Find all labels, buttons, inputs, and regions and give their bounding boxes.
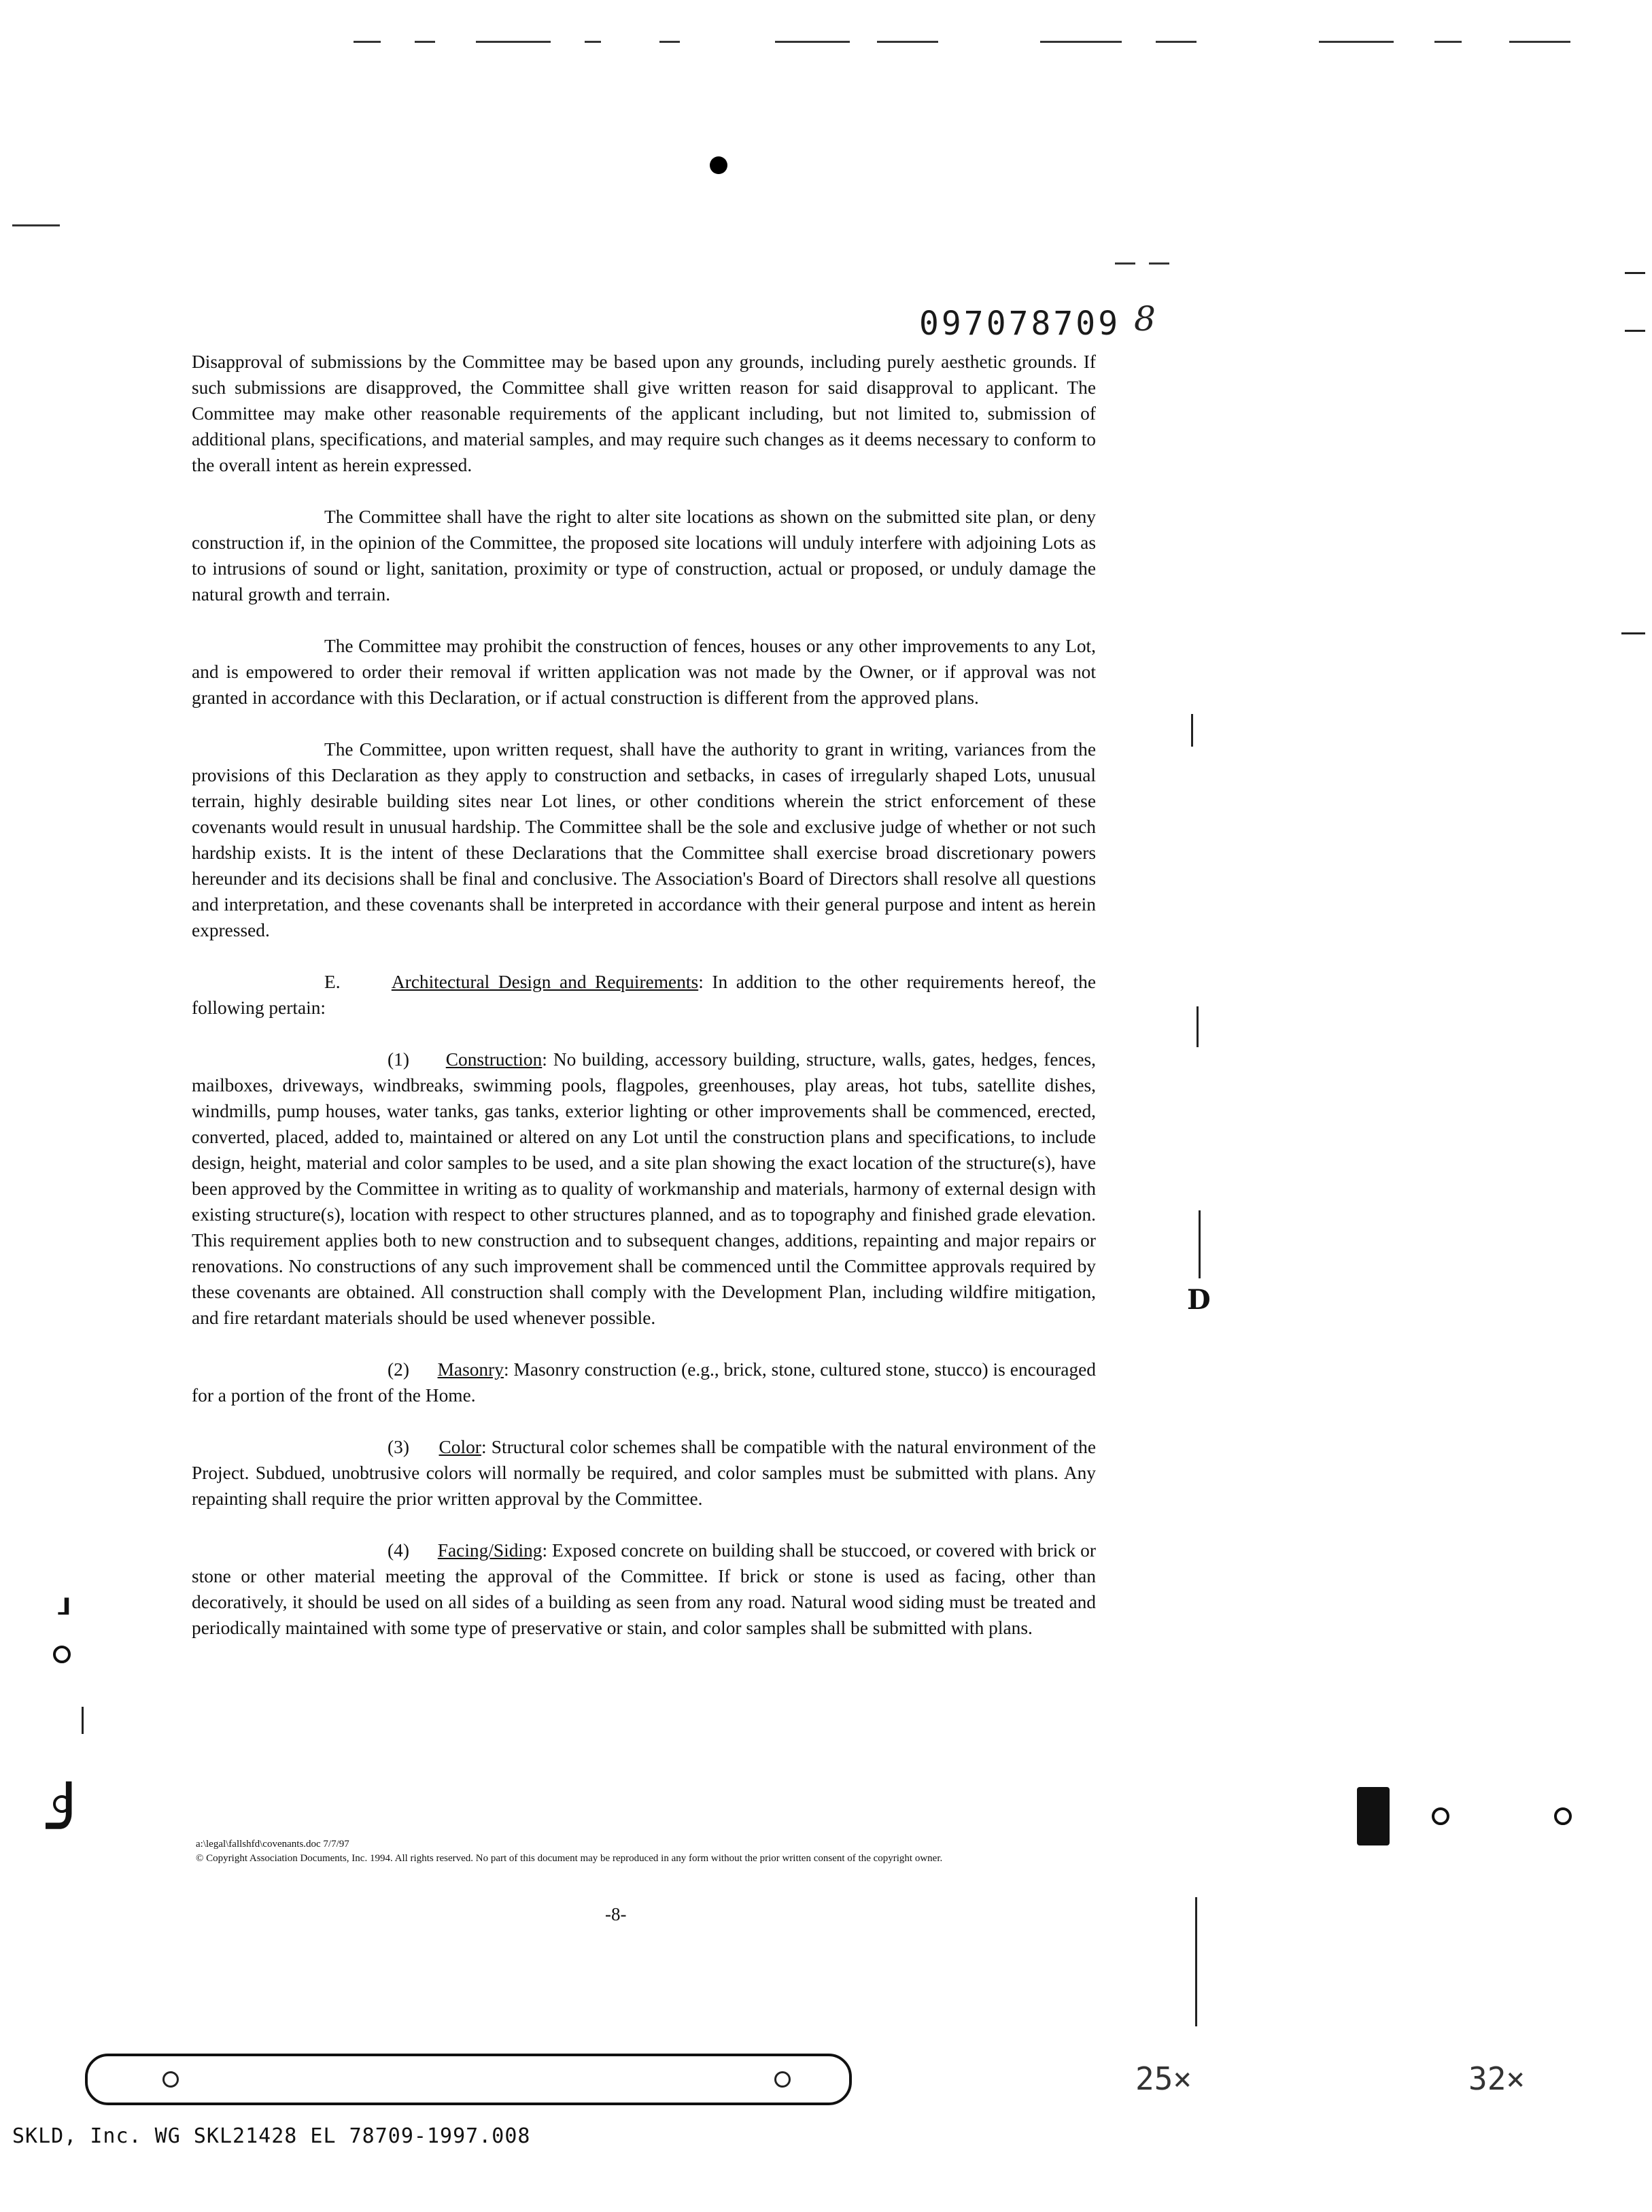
bar-hole [162, 2071, 179, 2088]
item-number: (3) [388, 1437, 409, 1457]
item-text: : Masonry construction (e.g., brick, stone, cultured stone, stucco) is encouraged for a portion of the front of the Home. [192, 1359, 1096, 1406]
scan-artifact [12, 224, 60, 226]
margin-mark [1625, 330, 1645, 332]
scan-artifact [354, 41, 381, 43]
scan-artifact [877, 41, 938, 43]
item-number: (4) [388, 1540, 409, 1561]
page-number: -8- [605, 1904, 627, 1924]
document-number-mark: 8 [1134, 299, 1156, 339]
scan-artifact [476, 41, 551, 43]
scan-artifact [1149, 262, 1169, 265]
paragraph-site-locations: The Committee shall have the right to alter site locations as shown on the submitted site plan, or deny construction if, in the opinion of the Committee, the proposed site locations will unduly interfere with adjoining Lots as to intrusions of sound or light, sanitation, proximity or type of construction, actual or proposed, or unduly damage the natural growth and terrain. [192, 507, 1096, 605]
item-text: : Exposed concrete on building shall be stuccoed, or covered with brick or stone or other material meeting the approval of the Committee. If brick or stone is used as facing, other than decoratively, it should be used on all sides of a building as seen from any road. Natural wood siding must be treated and periodically maintained with some type of preservative or stain, and color samples shall be submitted with plans. [192, 1540, 1097, 1638]
margin-mark [82, 1707, 84, 1734]
punch-hole [53, 1646, 71, 1663]
item-title: Facing/Siding [437, 1540, 543, 1561]
section-e-heading: Architectural Design and Requirements [391, 972, 699, 992]
item-text: : Structural color schemes shall be compatible with the natural environment of the Project. Subdued, unobtrusive colors will normally be required, and color samples must be submitted with plans. Any repainting shall require the prior written approval by the Committee. [192, 1437, 1096, 1509]
document-number: 097078709 [919, 305, 1121, 343]
bar-hole [774, 2071, 791, 2088]
scan-artifact [1434, 41, 1462, 43]
margin-mark [1625, 272, 1645, 274]
scan-artifact [775, 41, 850, 43]
punch-hole [1432, 1807, 1449, 1825]
margin-mark [1621, 632, 1645, 634]
microfilm-bar [85, 2054, 852, 2105]
section-e-letter: E. [324, 972, 341, 992]
paragraph-variances: The Committee, upon written request, shall have the authority to grant in writing, variances from the provisions of this Declaration as they apply to construction and setbacks, in cases of irregularly shaped Lots, unusual terrain, highly desirable building sites near Lot lines, or other conditions wherein the strict enforcement of these covenants would result in unusual hardship. The Committee shall be the sole and exclusive judge of whether or not such hardship exists. It is the intent of these Declarations that the Committee shall exercise broad discretionary powers hereunder and its decisions shall be final and conclusive. The Association's Board of Directors shall resolve all questions and interpretation, and these covenants shall be interpreted in accordance with their general purpose and intent as herein expressed. [192, 739, 1096, 940]
section-e-text: In addition to the other requirements hereof, the following pertain: [192, 972, 1096, 1018]
scan-artifact [585, 41, 601, 43]
scan-artifact [1115, 262, 1135, 265]
item-masonry [192, 1357, 1096, 1408]
item-color [192, 1434, 1096, 1512]
scan-artifact [1509, 41, 1570, 43]
item-number: (2) [388, 1359, 409, 1380]
copyright-notice: © Copyright Association Documents, Inc. 1994. All rights reserved. No part of this document may be reproduced in any form without the prior written consent of the copyright owner. [196, 1853, 943, 1864]
scan-artifact [1040, 41, 1122, 43]
item-title: Construction [445, 1049, 543, 1070]
section-e-colon: : [698, 972, 704, 992]
left-bracket-mark: ╯ [46, 1782, 92, 1869]
item-construction [192, 1047, 1096, 1331]
reduction-ratio-2: 32× [1468, 2060, 1526, 2097]
margin-mark [1191, 714, 1193, 747]
file-path: a:\legal\fallshfd\covenants.doc 7/7/97 [196, 1839, 349, 1850]
item-facing-siding [192, 1537, 1096, 1641]
margin-mark [1199, 1210, 1201, 1278]
section-e [192, 969, 1096, 1021]
scan-registration-block [1357, 1787, 1390, 1845]
paragraph-disapproval: Disapproval of submissions by the Committee may be based upon any grounds, including purely aesthetic grounds. If such submissions are disapproved, the Committee shall give written reason for said disapproval to applicant. The Committee may make other reasonable requirements of the applicant including, but not limited to, submission of additional plans, specifications, and material samples, and may require such changes as it deems necessary to conform to the overall intent as herein expressed. [192, 352, 1096, 475]
margin-letter: D [1187, 1284, 1211, 1316]
document-body [192, 349, 1096, 1667]
item-text: : No building, accessory building, structure, walls, gates, hedges, fences, mailboxes, driveways, windbreaks, swimming pools, flagpoles, greenhouses, play areas, hot tubs, satellite dishes, windmills, pump houses, water tanks, gas tanks, exterior lighting or other improvements shall be commenced, erected, converted, placed, added to, maintained or altered on any Lot until the construction plans and specifications, to include design, height, material and color samples to be used, and a site plan showing the exact location of the structure(s), have been approved by the Committee in writing as to quality of workmanship and materials, harmony of external design with existing structure(s), location with respect to other structures planned, and as to topography and finished grade elevation. This requirement applies both to new construction and to subsequent changes, additions, repainting and major repairs or renovations. No constructions of any such improvement shall be commenced until the Committee approvals required by these covenants are obtained. All construction shall comply with the Development Plan, including wildfire mitigation, and fire retardant materials should be used whenever possible. [192, 1049, 1097, 1328]
paragraph-prohibit-construction: The Committee may prohibit the construction of fences, houses or any other improvements to any Lot, and is empowered to order their removal if written application was not made by the Owner, or if approval was not granted in accordance with this Declaration, or if actual construction is different from the approved plans. [192, 636, 1096, 708]
microfilm-caption: SKLD, Inc. WG SKL21428 EL 78709-1997.008 [12, 2124, 531, 2148]
reduction-ratio-1: 25× [1135, 2060, 1192, 2097]
item-number: (1) [388, 1049, 409, 1070]
document-footer [196, 1837, 1107, 1866]
left-bracket-mark: ⸥ [54, 1564, 73, 1620]
margin-mark [1197, 1006, 1199, 1047]
margin-mark [1195, 1897, 1197, 2026]
scan-artifact [1319, 41, 1394, 43]
punch-hole [1554, 1807, 1572, 1825]
scan-artifact [415, 41, 435, 43]
item-title: Color [438, 1437, 481, 1457]
punch-dot [710, 156, 727, 174]
scan-artifact [1156, 41, 1197, 43]
scan-artifact [659, 41, 680, 43]
item-title: Masonry [437, 1359, 504, 1380]
